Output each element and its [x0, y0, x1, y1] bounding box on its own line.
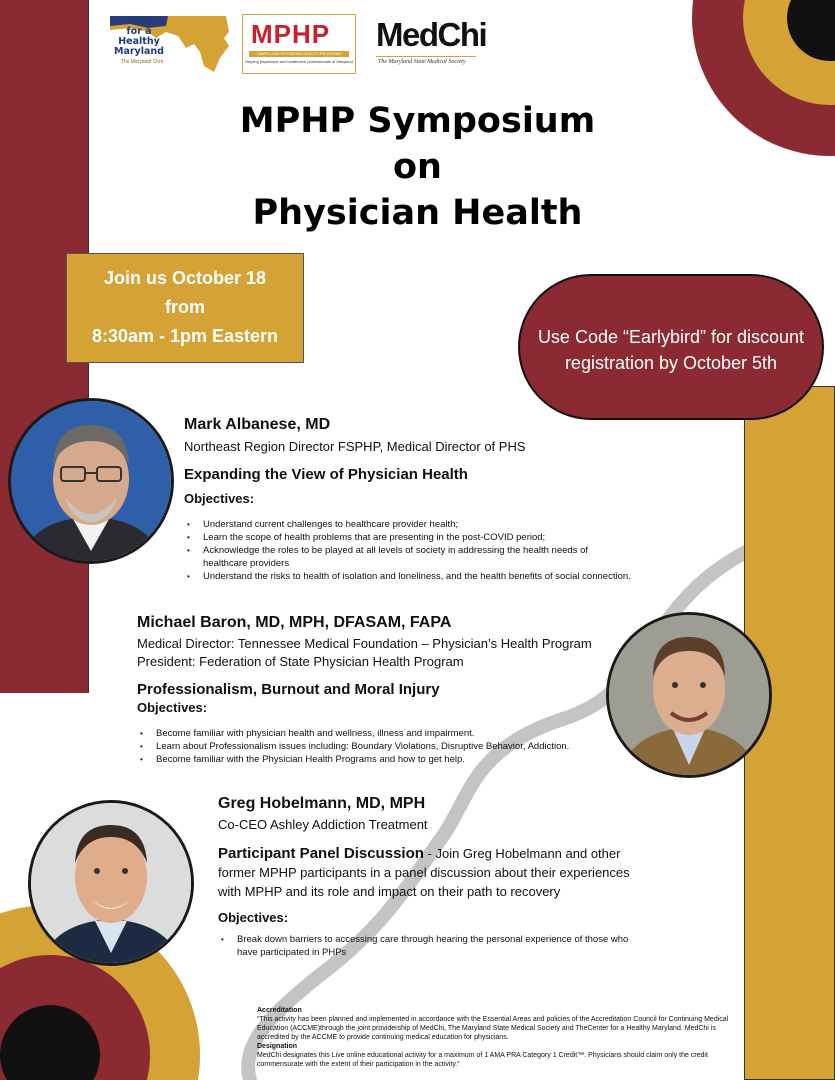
title-line2: on [393, 147, 442, 187]
medchi-logo-tagline: The Maryland State Medical Society [378, 59, 466, 65]
speaker-2-talk-title: Professionalism, Burnout and Moral Injury [137, 681, 440, 698]
list-item: • Learn the scope of health problems that are presenting in the post-COVID period; [184, 531, 634, 544]
speaker-3-talk [218, 844, 648, 901]
date-line2: from [165, 297, 205, 317]
speaker-3-objectives [218, 933, 648, 959]
date-line1: Join us October 18 [103, 268, 267, 288]
designation-heading: Designation [257, 1043, 298, 1050]
chm-logo-line3: Healthy [118, 36, 160, 47]
list-item: • Learn about Professionalism issues including: Boundary Violations, Disruptive Behavior, Addiction. [137, 740, 597, 753]
chm-logo-line1: Center [121, 16, 157, 27]
speaker-1-name: Mark Albanese, MD [184, 416, 331, 433]
title-line3: Physician Health [252, 193, 583, 233]
speaker-3-block [218, 795, 648, 925]
mphp-logo-banner: MARYLAND PHYSICIAN HEALTH PROGRAM [249, 51, 349, 57]
list-item: • Understand the risks to health of isolation and loneliness, and the health benefits of social connection. [184, 570, 634, 583]
speaker-1-objectives [184, 518, 634, 583]
promo-line2: registration by October 5th [564, 353, 778, 373]
portrait-albanese-icon [11, 401, 171, 561]
avatar-michael-baron [606, 612, 772, 778]
accreditation-text: “This activity has been planned and implemented in accordance with the Essential Areas and policies of the Accreditation Council for Continuing Medical Education (ACCME)through the joint providership of MedChi, The Maryland State Medical Society and TheCenter for a Healthy Maryland. MedChi is accredited by the ACCME to provide continuing medical education for physicians. [257, 1016, 729, 1041]
avatar-mark-albanese [8, 398, 174, 564]
speaker-3-role: Co-CEO Ashley Addiction Treatment [218, 817, 428, 832]
speaker-2-block [137, 614, 607, 715]
promo-line1: Use Code “Earlybird” for discount [537, 327, 805, 347]
speaker-2-objectives-label: Objectives: [137, 700, 208, 715]
earlybird-promo [518, 274, 824, 420]
speaker-1-role: Northeast Region Director FSPHP, Medical Director of PHS [184, 439, 526, 454]
date-line3: 8:30am - 1pm Eastern [91, 326, 279, 346]
title-block [150, 98, 685, 236]
speaker-2-objectives [137, 727, 597, 766]
speaker-1-block [184, 416, 644, 506]
speaker-2-name: Michael Baron, MD, MPH, DFASAM, FAPA [137, 614, 452, 631]
portrait-baron-icon [609, 615, 769, 775]
accreditation-heading: Accreditation [257, 1007, 302, 1014]
speaker-2-role-2: President: Federation of State Physician Health Program [137, 654, 464, 669]
chm-logo-line4: Maryland [114, 46, 164, 57]
date-box [66, 253, 304, 363]
speaker-3-name: Greg Hobelmann, MD, MPH [218, 795, 426, 812]
medchi-logo [376, 16, 487, 68]
speaker-3-talk-title: Participant Panel Discussion [218, 845, 424, 862]
medchi-logo-text: MedChi [376, 16, 487, 53]
speaker-2-role-1: Medical Director: Tennessee Medical Foundation – Physician’s Health Program [137, 636, 592, 651]
accreditation-block [257, 1006, 747, 1069]
chm-logo-tag: The Maryland Chm [120, 59, 164, 65]
list-item: • Understand current challenges to healthcare provider health; [184, 518, 634, 531]
page-title [150, 98, 685, 236]
chm-logo-line2: for a [126, 26, 152, 37]
speaker-1-talk-title: Expanding the View of Physician Health [184, 466, 468, 483]
speaker-3-objectives-label: Objectives: [218, 910, 289, 925]
avatar-greg-hobelmann [28, 800, 194, 966]
list-item: • Become familiar with the Physician Health Programs and how to get help. [137, 753, 597, 766]
list-item: • Acknowledge the roles to be played at all levels of society in addressing the health needs of healthcare providers [184, 544, 634, 570]
list-item: • Become familiar with physician health and wellness, illness and impairment. [137, 727, 597, 740]
mphp-logo-tagline: Helping physicians and healthcare professionals of Maryland [245, 59, 353, 64]
chm-logo [108, 14, 232, 74]
title-line1: MPHP Symposium [239, 101, 596, 141]
designation-text: MedChi designates this Live online educational activity for a maximum of 1 AMA PRA Category 1 Credit™. Physicians should claim only the credit commensurate with the extent of their participation in the activity.” [257, 1052, 708, 1068]
speaker-1-objectives-label: Objectives: [184, 491, 255, 506]
medchi-logo-rule [376, 56, 476, 57]
portrait-hobelmann-icon [31, 803, 191, 963]
list-item: • Break down barriers to accessing care through hearing the personal experience of those who have participated in PHPs [218, 933, 648, 959]
mphp-logo [242, 14, 356, 74]
speaker-3-talk-desc: - Join Greg Hobelmann and other former MPHP participants in a panel discussion about their experiences with MPHP and its role and impact on their path to recovery [218, 846, 630, 899]
mphp-logo-text: MPHP [251, 19, 331, 49]
